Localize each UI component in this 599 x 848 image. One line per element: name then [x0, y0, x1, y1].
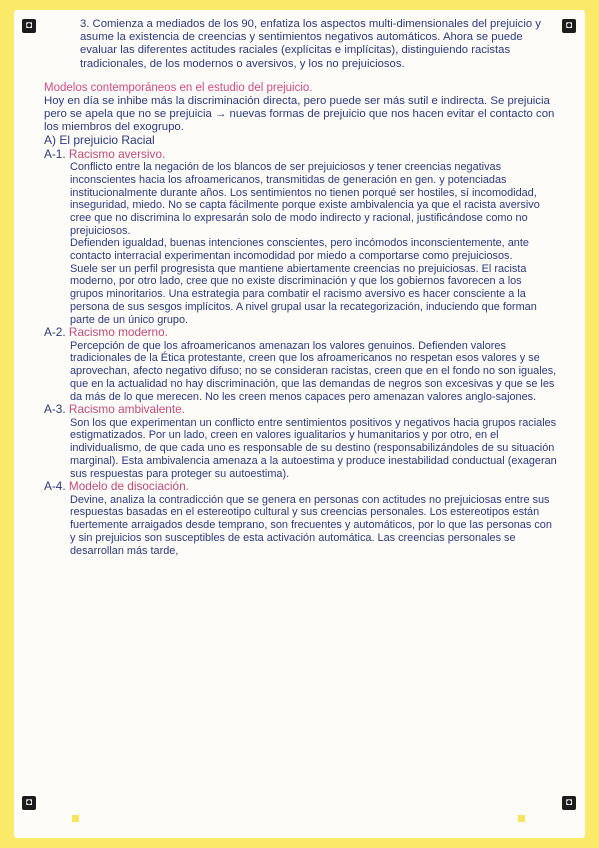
note-page: [14, 10, 585, 838]
subheading-racismo-ambivalente: A-3. Racismo ambivalente.: [44, 402, 185, 417]
section-heading: Modelos contemporáneos en el estudio del prejuicio.: [44, 81, 313, 94]
aversive-text-3: Suele ser un perfil progresista que mantiene abiertamente creencias no prejuiciosas. El racista moderno, por otro lado, cree que no existe discriminación y que los gobiernos favorecen a los grupos minoritarios. Una estrategia para combatir el racismo aversivo es hacer consciente a la persona de sus sesgos implícitos. A nivel grupal usar la recategorización, induciendo que forman parte de un único grupo.: [70, 262, 537, 326]
subheading-racismo-moderno: A-2. Racismo moderno.: [44, 325, 168, 340]
aversive-text-1: Conflicto entre la negación de los blancos de ser prejuiciosos y tener creencias negativas inconscientes hacia los afroamericanos, transmitidas de generación en gen. y potenciadas institucionalmente durante años. Los sentimientos no tienen porqué ser hostiles, sí incomodidad, inseguridad, miedo. No se capta fácilmente porque existe ambivalencia ya que el racista aversivo cree que no discrimina lo expresarán solo de modo indirecto y racional, justificándose como no prejuiciosos.: [70, 161, 540, 237]
subheading-modelo-disociacion: A-4. Modelo de disociación.: [44, 479, 189, 494]
corner-clip-icon: ◘: [22, 19, 36, 33]
subheading-racismo-aversivo: A-1. Racismo aversivo.: [44, 146, 166, 161]
corner-clip-icon: ◘: [562, 19, 576, 33]
ambivalent-text: Son los que experimentan un conflicto entre sentimientos positivos y negativos hacia grupos raciales estigmatizados. Por un lado, creen en valores igualitarios y humanitarios y por otro, en el individualismo, de que cada uno es responsable de su destino (responsabilizándoles de su situación marginal). Esta ambivalencia amenaza a la autoestima y produce inestabilidad conductual (exageran sus respuestas para proteger su autoestima).: [70, 416, 557, 480]
corner-clip-icon: ◘: [22, 796, 36, 810]
dissociation-text: Devine, analiza la contradicción que se genera en personas con actitudes no prejuiciosas entre sus respuestas basadas en el estereotipo cultural y sus creencias personales. Los estereotipos están fuertemente arraigados desde temprano, son frecuentes y automáticos, por lo que las personas con y sin prejuicios son susceptibles de esta activación automática. Las creencias personales se desarrollan más tarde,: [70, 493, 552, 557]
modern-text: Percepción de que los afroamericanos amenazan los valores genuinos. Defienden valores tradicionales de la Ética protestante, creen que los afroamericanos no respetan esos valores y se aprovechan, afecto negativo difuso; no se consideran racistas, creen que en el fondo no son iguales, que en la actualidad no hay discriminación, que las demandas de negros son excesivas y que se les da más de lo que merecen. No les creen menos capaces pero amenazan valores anglo-sajones.: [70, 339, 557, 403]
corner-clip-icon: ◘: [562, 796, 576, 810]
aversive-text-2: Defienden igualdad, buenas intenciones conscientes, pero incómodos inconscientemente, ante contacto interracial experimentan incomodidad por miedo a comportarse como prejuiciosos.: [70, 237, 529, 263]
tape-mark: [72, 815, 79, 822]
tape-mark: [518, 815, 525, 822]
intro-paragraph: 3. Comienza a mediados de los 90, enfatiza los aspectos multi-dimensionales del prejuicio y asume la existencia de creencias y sentimientos negativos automáticos. Ahora se puede evaluar las diferentes actitudes raciales (explícitas e implícitas), distinguiendo racistas tradicionales, de los modernos o aversivos, y los no prejuiciosos.: [80, 18, 541, 70]
section-paragraph: Hoy en día se inhibe más la discriminación directa, pero puede ser más sutil e indirecta. Se prejuicia pero se apela que no se prejuicia → nuevas formas de prejuicio que nos hacen evitar el contacto con los miembros del exogrupo.: [44, 94, 555, 133]
subsection-title: A) El prejuicio Racial: [44, 133, 155, 148]
